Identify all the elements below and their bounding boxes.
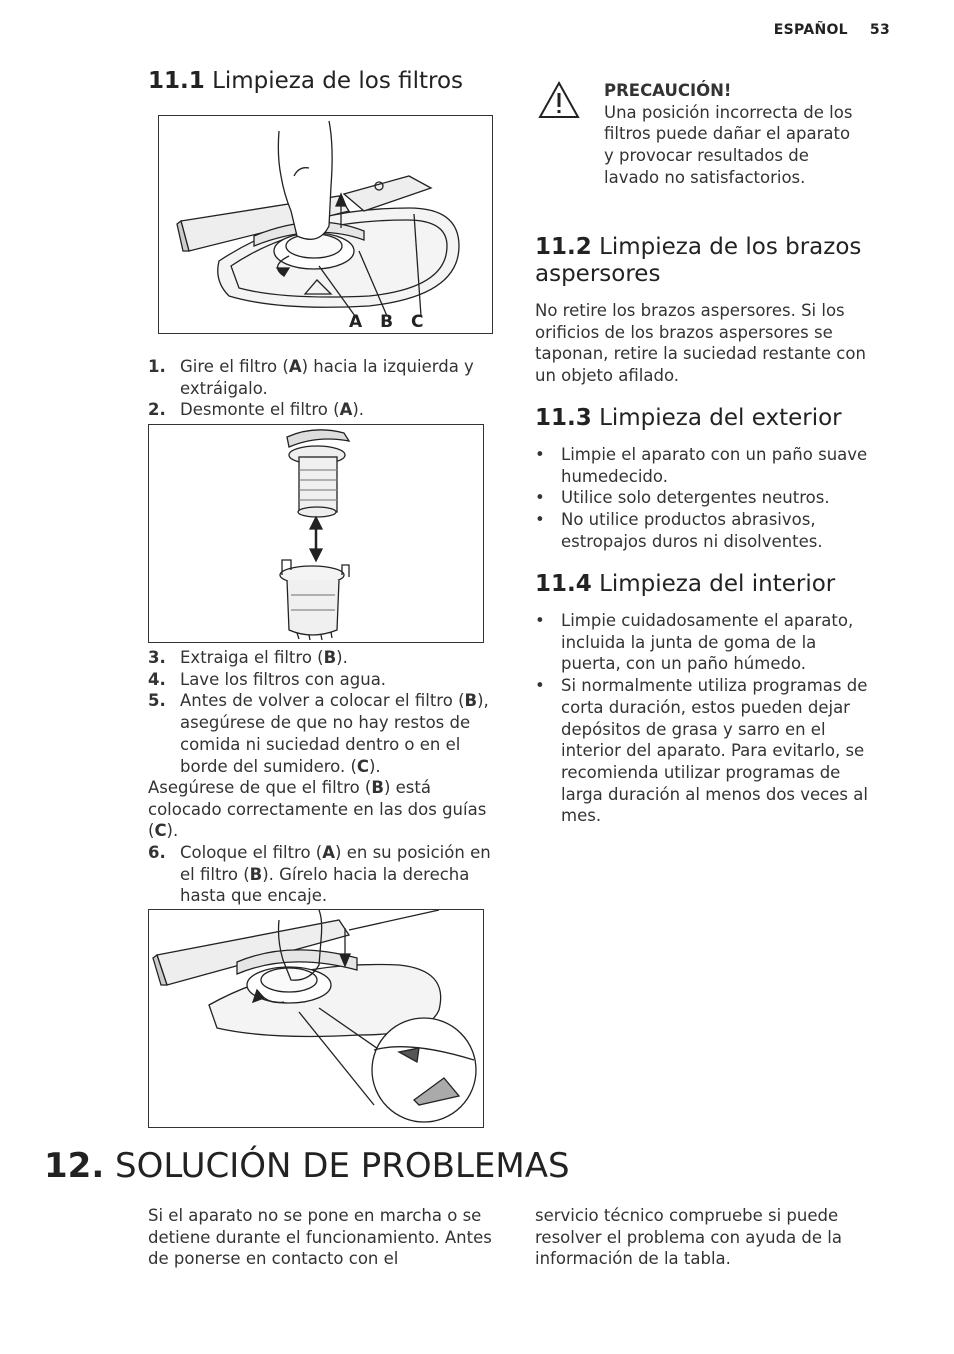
step-text: ), asegúrese de que no hay restos de comida ni suciedad dentro o en el borde del sumidero. ( — [180, 691, 489, 776]
figure-filter-disassembly — [148, 424, 484, 643]
list-item — [535, 675, 881, 827]
caution-text: Una posición incorrecta de los filtros puede dañar el aparato y provocar resultados de lavado no satisfactorios. — [604, 102, 853, 187]
label-b: B — [380, 312, 400, 332]
note-bold: B — [371, 778, 384, 797]
section-12-col1: Si el aparato no se pone en marcha o se detiene durante el funcionamiento. Antes de ponerse en contacto con el — [148, 1206, 492, 1269]
step-number: 6. — [148, 843, 166, 862]
section-11-4-list — [535, 610, 881, 827]
section-11-4-heading — [535, 571, 875, 598]
figure-labels — [349, 312, 429, 332]
step-text: ). — [336, 648, 348, 667]
figure-filter-install — [148, 909, 484, 1128]
bullet: • — [535, 676, 545, 696]
step-text: Gire el filtro ( — [180, 357, 289, 376]
step-item — [148, 690, 504, 777]
step-bold: B — [249, 864, 263, 884]
step-item — [148, 842, 504, 907]
step-text: Desmonte el filtro ( — [180, 400, 340, 420]
step-text: Lave los filtros con agua. — [180, 669, 387, 689]
steps-3-5 — [148, 647, 504, 777]
header-page-number: 53 — [869, 22, 890, 38]
note-text: ) está colocado correctamente en las dos guías ( — [148, 778, 487, 841]
section-number: 11.4 — [535, 571, 592, 597]
section-number: 11.3 — [535, 405, 592, 431]
warning-triangle-svg — [537, 80, 581, 120]
steps-1-2 — [148, 356, 504, 421]
step-number: 4. — [148, 669, 166, 689]
step-text: ). Gírelo hacia la derecha hasta que encaje. — [180, 864, 470, 906]
caution-title: PRECAUCIÓN! — [604, 81, 732, 100]
bullet: • — [535, 510, 545, 530]
list-item — [535, 487, 881, 509]
chapter-title: SOLUCIÓN DE PROBLEMAS — [115, 1146, 570, 1186]
list-item-text: No utilice productos abrasivos, estropajos duros ni disolventes. — [561, 510, 823, 551]
chapter-number: 12. — [44, 1146, 105, 1186]
page-header — [752, 22, 890, 38]
section-title: Limpieza de los brazos aspersores — [535, 234, 862, 287]
step-number: 1. — [148, 357, 166, 376]
list-item-text: Utilice solo detergentes neutros. — [561, 488, 830, 508]
step-text: ). — [369, 756, 381, 776]
section-11-3-heading — [535, 405, 875, 432]
step-number: 3. — [148, 648, 166, 667]
list-item — [535, 509, 881, 552]
filter-install-illustration — [149, 910, 483, 1127]
bullet: • — [535, 488, 545, 508]
list-item-text: Si normalmente utiliza programas de corta duración, estos pueden dejar depósitos de grasa y sarro en el interior del aparato. Para evitarlo, se recomienda utilizar programas de larga duración al menos dos veces al mes. — [561, 676, 868, 826]
list-item — [535, 444, 881, 487]
step-number: 2. — [148, 400, 166, 420]
section-12-col2: servicio técnico compruebe si puede resolver el problema con ayuda de la información de la tabla. — [535, 1206, 842, 1269]
note-paragraph — [148, 777, 504, 842]
bullet: • — [535, 445, 545, 464]
caution-block — [604, 80, 854, 189]
step-item — [148, 356, 504, 399]
section-title: Limpieza de los filtros — [212, 68, 464, 94]
section-title: Limpieza del interior — [599, 571, 836, 597]
section-11-2-text: No retire los brazos aspersores. Si los orificios de los brazos aspersores se taponan, retire la suciedad restante con un objeto afilado. — [535, 301, 866, 386]
list-item-text: Limpie cuidadosamente el aparato, incluida la junta de goma de la puerta, con un paño húmedo. — [561, 611, 854, 674]
step-bold: A — [322, 843, 336, 862]
step-text: Antes de volver a colocar el filtro ( — [180, 691, 465, 711]
section-number: 11.2 — [535, 234, 592, 260]
step-text: ). — [352, 400, 365, 420]
note-bold: C — [154, 821, 167, 841]
note-text: Asegúrese de que el filtro ( — [148, 778, 372, 797]
step-text: ) hacia la izquierda y extráigalo. — [180, 357, 474, 398]
list-item-text: Limpie el aparato con un paño suave humedecido. — [561, 445, 868, 486]
note-text: ). — [166, 821, 179, 841]
filter-disassembly-illustration — [149, 425, 483, 642]
section-11-3-list — [535, 444, 881, 553]
section-11-1-heading — [148, 68, 508, 95]
step-text: Extraiga el filtro ( — [180, 648, 324, 667]
section-12-heading — [44, 1146, 904, 1186]
step-number: 5. — [148, 691, 166, 711]
step-6 — [148, 842, 504, 907]
step-bold: B — [464, 691, 478, 711]
step-item — [148, 669, 504, 691]
list-item — [535, 610, 881, 675]
header-language: ESPAÑOL — [773, 22, 848, 38]
step-bold: B — [323, 648, 337, 667]
step-text: ) en su posición en el filtro ( — [180, 843, 491, 884]
step-bold: A — [339, 400, 353, 420]
figure-filter-removal — [158, 115, 493, 334]
step-item — [148, 647, 504, 669]
section-title: Limpieza del exterior — [599, 405, 842, 431]
step-bold: C — [356, 756, 369, 776]
step-text: Coloque el filtro ( — [180, 843, 323, 862]
filter-removal-illustration — [159, 116, 492, 333]
section-11-2-heading — [535, 234, 875, 288]
bullet: • — [535, 611, 545, 630]
warning-triangle-icon — [537, 80, 581, 120]
step-item — [148, 399, 504, 421]
label-a: A — [349, 312, 369, 332]
step-bold: A — [288, 357, 302, 376]
section-number: 11.1 — [148, 68, 205, 94]
label-c: C — [410, 312, 430, 332]
